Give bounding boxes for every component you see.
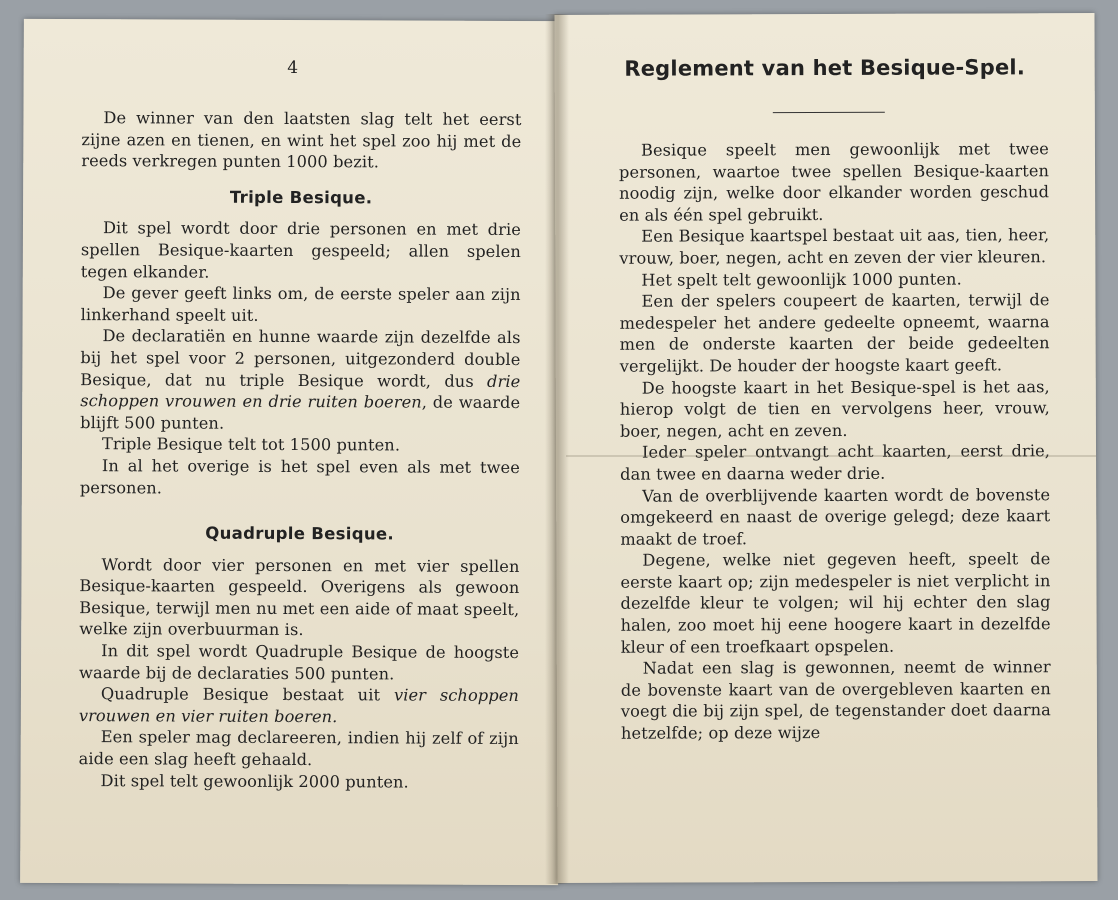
- book-spine: [545, 14, 569, 884]
- left-page: [20, 19, 562, 885]
- quadruple-besique-heading: Quadruple Besique.: [205, 523, 395, 544]
- right-page-text: [619, 138, 1051, 744]
- triple-paragraph-5: In al het overige is het spel even als met twee personen.: [79, 456, 520, 497]
- rules-paragraph: Degene, welke niet gegeven heeft, speelt de eerste kaart op; zijn medespeler is niet verplicht in dezelfde kleur te volgen; wil hij echter den slag halen, zoo moet hij eene hoogere kaart in dezelfde kleur of een troefkaart opspelen.: [620, 549, 1051, 657]
- rules-paragraph: Het spelt telt gewoonlijk 1000 punten.: [641, 269, 962, 290]
- rules-paragraph: Ieder speler ontvangt acht kaarten, eerst drie, dan twee en daarna weder drie.: [620, 441, 1051, 484]
- triple-paragraph-4: Triple Besique telt tot 1500 punten.: [101, 434, 401, 455]
- quadruple-paragraph-3: [79, 683, 519, 728]
- page-fold-crease: [566, 455, 1096, 457]
- triple-paragraph-2: De gever geeft links om, de eerste speler aan zijn linkerhand speelt uit.: [80, 283, 521, 325]
- triple-paragraph-1: Dit spel wordt door drie personen en met drie spellen Besique-kaarten gespeeld; allen spelen tegen elkander.: [80, 218, 522, 282]
- triple-p3-italic: drie schoppen vrouwen en drie ruiten boeren: [80, 371, 521, 412]
- intro-paragraph: De winner van den laatsten slag telt het eerst zijne azen en tienen, en wint het spel zoo hij met de reeds verkregen punten 1000 bezit.: [81, 108, 522, 172]
- title-divider: [773, 112, 885, 113]
- rules-paragraph: Een Besique kaartspel bestaat uit aas, tien, heer, vrouw, boer, negen, acht en zeven der vier kleuren.: [619, 225, 1050, 268]
- rules-paragraph: Van de overblijvende kaarten wordt de bovenste omgekeerd en naast de overige gelegd; deze kaart maakt de troef.: [620, 484, 1051, 549]
- quadruple-paragraph-1: Wordt door vier personen en met vier spellen Besique-kaarten gespeeld. Overigens als gewoon Besique, terwijl men nu met een aide of maat speelt, welke zijn overbuurman is.: [79, 554, 520, 640]
- triple-besique-heading: Triple Besique.: [229, 187, 373, 208]
- rules-paragraph: Besique speelt men gewoonlijk met twee personen, waartoe twee spellen Besique-kaarten noodig zijn, welke door elkander worden geschud en als één spel gebruikt.: [619, 139, 1050, 225]
- triple-paragraph-3: [80, 325, 520, 435]
- triple-p3-text-after: , de waarde blijft 500 punten.: [80, 392, 521, 433]
- quadruple-paragraph-4: Een speler mag declareeren, indien hij zelf of zijn aide een slag heeft gehaald.: [78, 727, 519, 770]
- page-title: Reglement van het Besique-Spel.: [624, 55, 1026, 81]
- rules-paragraph: Een der spelers coupeert de kaarten, terwijl de medespeler het andere gedeelte opneemt, waarna men de onderste kaarten der beide gedeelten vergelijkt. De houder der hoogste kaart geeft.: [619, 290, 1050, 376]
- quadruple-p3-text-before: Quadruple Besique bestaat uit: [100, 684, 395, 705]
- left-page-text: [79, 107, 522, 793]
- quadruple-paragraph-2: In dit spel wordt Quadruple Besique de hoogste waarde bij de declaraties 500 punten.: [78, 641, 520, 684]
- rules-paragraph: Nadat een slag is gewonnen, neemt de winner de bovenste kaart van de overgebleven kaarten en voegt die bij zijn spel, de tegenstander doet daarna hetzelfde; op deze wijze: [620, 657, 1051, 743]
- right-page: [554, 13, 1097, 883]
- quadruple-p3-italic: vier schoppen vrouwen en vier ruiten boeren.: [78, 685, 519, 727]
- page-number: 4: [287, 57, 299, 79]
- triple-p3-text-before: De declaratiën en hunne waarde zijn dezelfde als bij het spel voor 2 personen, uitgezonderd double Besique, dat nu triple Besique wordt, dus: [80, 326, 521, 391]
- quadruple-paragraph-5: Dit spel telt gewoonlijk 2000 punten.: [100, 770, 409, 792]
- rules-paragraph: De hoogste kaart in het Besique-spel is het aas, hierop volgt de tien en vervolgens heer, vrouw, boer, negen, acht en zeven.: [619, 376, 1050, 441]
